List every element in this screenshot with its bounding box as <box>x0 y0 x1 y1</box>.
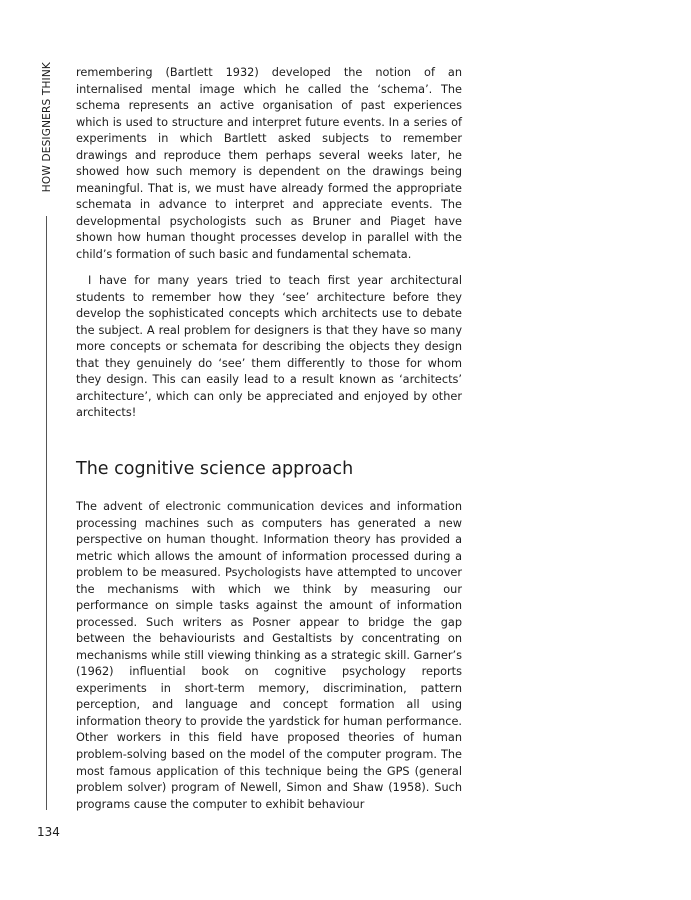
paragraph: The advent of electronic communication devices and information processing machines such as computers has generated a new perspective on human thought. Information theory has provided a metric which allows the amount of information processed during a problem to be measured. Psychologists have attempted to uncover the mechanisms with which we think by measuring our performance on simple tasks against the amount of information processed. Such writers as Posner appear to bridge the gap between the behaviourists and Gestaltists by concentrating on mechanisms while still viewing thinking as a strategic skill. Garner’s (1962) influential book on cognitive psychology reports experiments in short-term memory, discrimination, pattern perception, and language and concept formation all using information theory to provide the yardstick for human performance. Other workers in this field have proposed theories of human problem-solving based on the model of the computer program. The most famous application of this technique being the GPS (general problem solver) program of Newell, Simon and Shaw (1958). Such programs cause the computer to exhibit behaviour <box>76 500 462 811</box>
paragraph: remembering (Bartlett 1932) developed the notion of an internalised mental image which he called the ‘schema’. The schema represents an active organisation of past experiences which is used to structure and interpret future events. In a series of experiments in which Bartlett asked subjects to remember drawings and reproduce them perhaps several weeks later, he showed how such memory is dependent on the drawings being meaningful. That is, we must have already formed the appropriate schemata in advance to interpret and appreciate events. The developmental psychologists such as Bruner and Piaget have shown how human thought processes develop in parallel with the child’s formation of such basic and fundamental schemata. <box>76 66 462 261</box>
page-number: 134 <box>37 825 60 839</box>
paragraph-1-block <box>76 65 462 263</box>
running-head: HOW DESIGNERS THINK <box>41 62 53 193</box>
paragraph: I have for many years tried to teach first year architectural students to remember how they ‘see’ architecture before they develop the sophisticated concepts which architects use to debate the subject. A real problem for designers is that they have so many more concepts or schemata for describing the objects they design that they genuinely do ‘see’ them differently to those for whom they design. This can easily lead to a result known as ‘architects’ architecture’, which can only be appreciated and enjoyed by other architects! <box>76 274 462 420</box>
margin-rule <box>46 216 47 810</box>
section-heading: The cognitive science approach <box>76 459 354 479</box>
paragraph-3-block <box>76 499 462 813</box>
paragraph-2-block <box>76 273 462 422</box>
